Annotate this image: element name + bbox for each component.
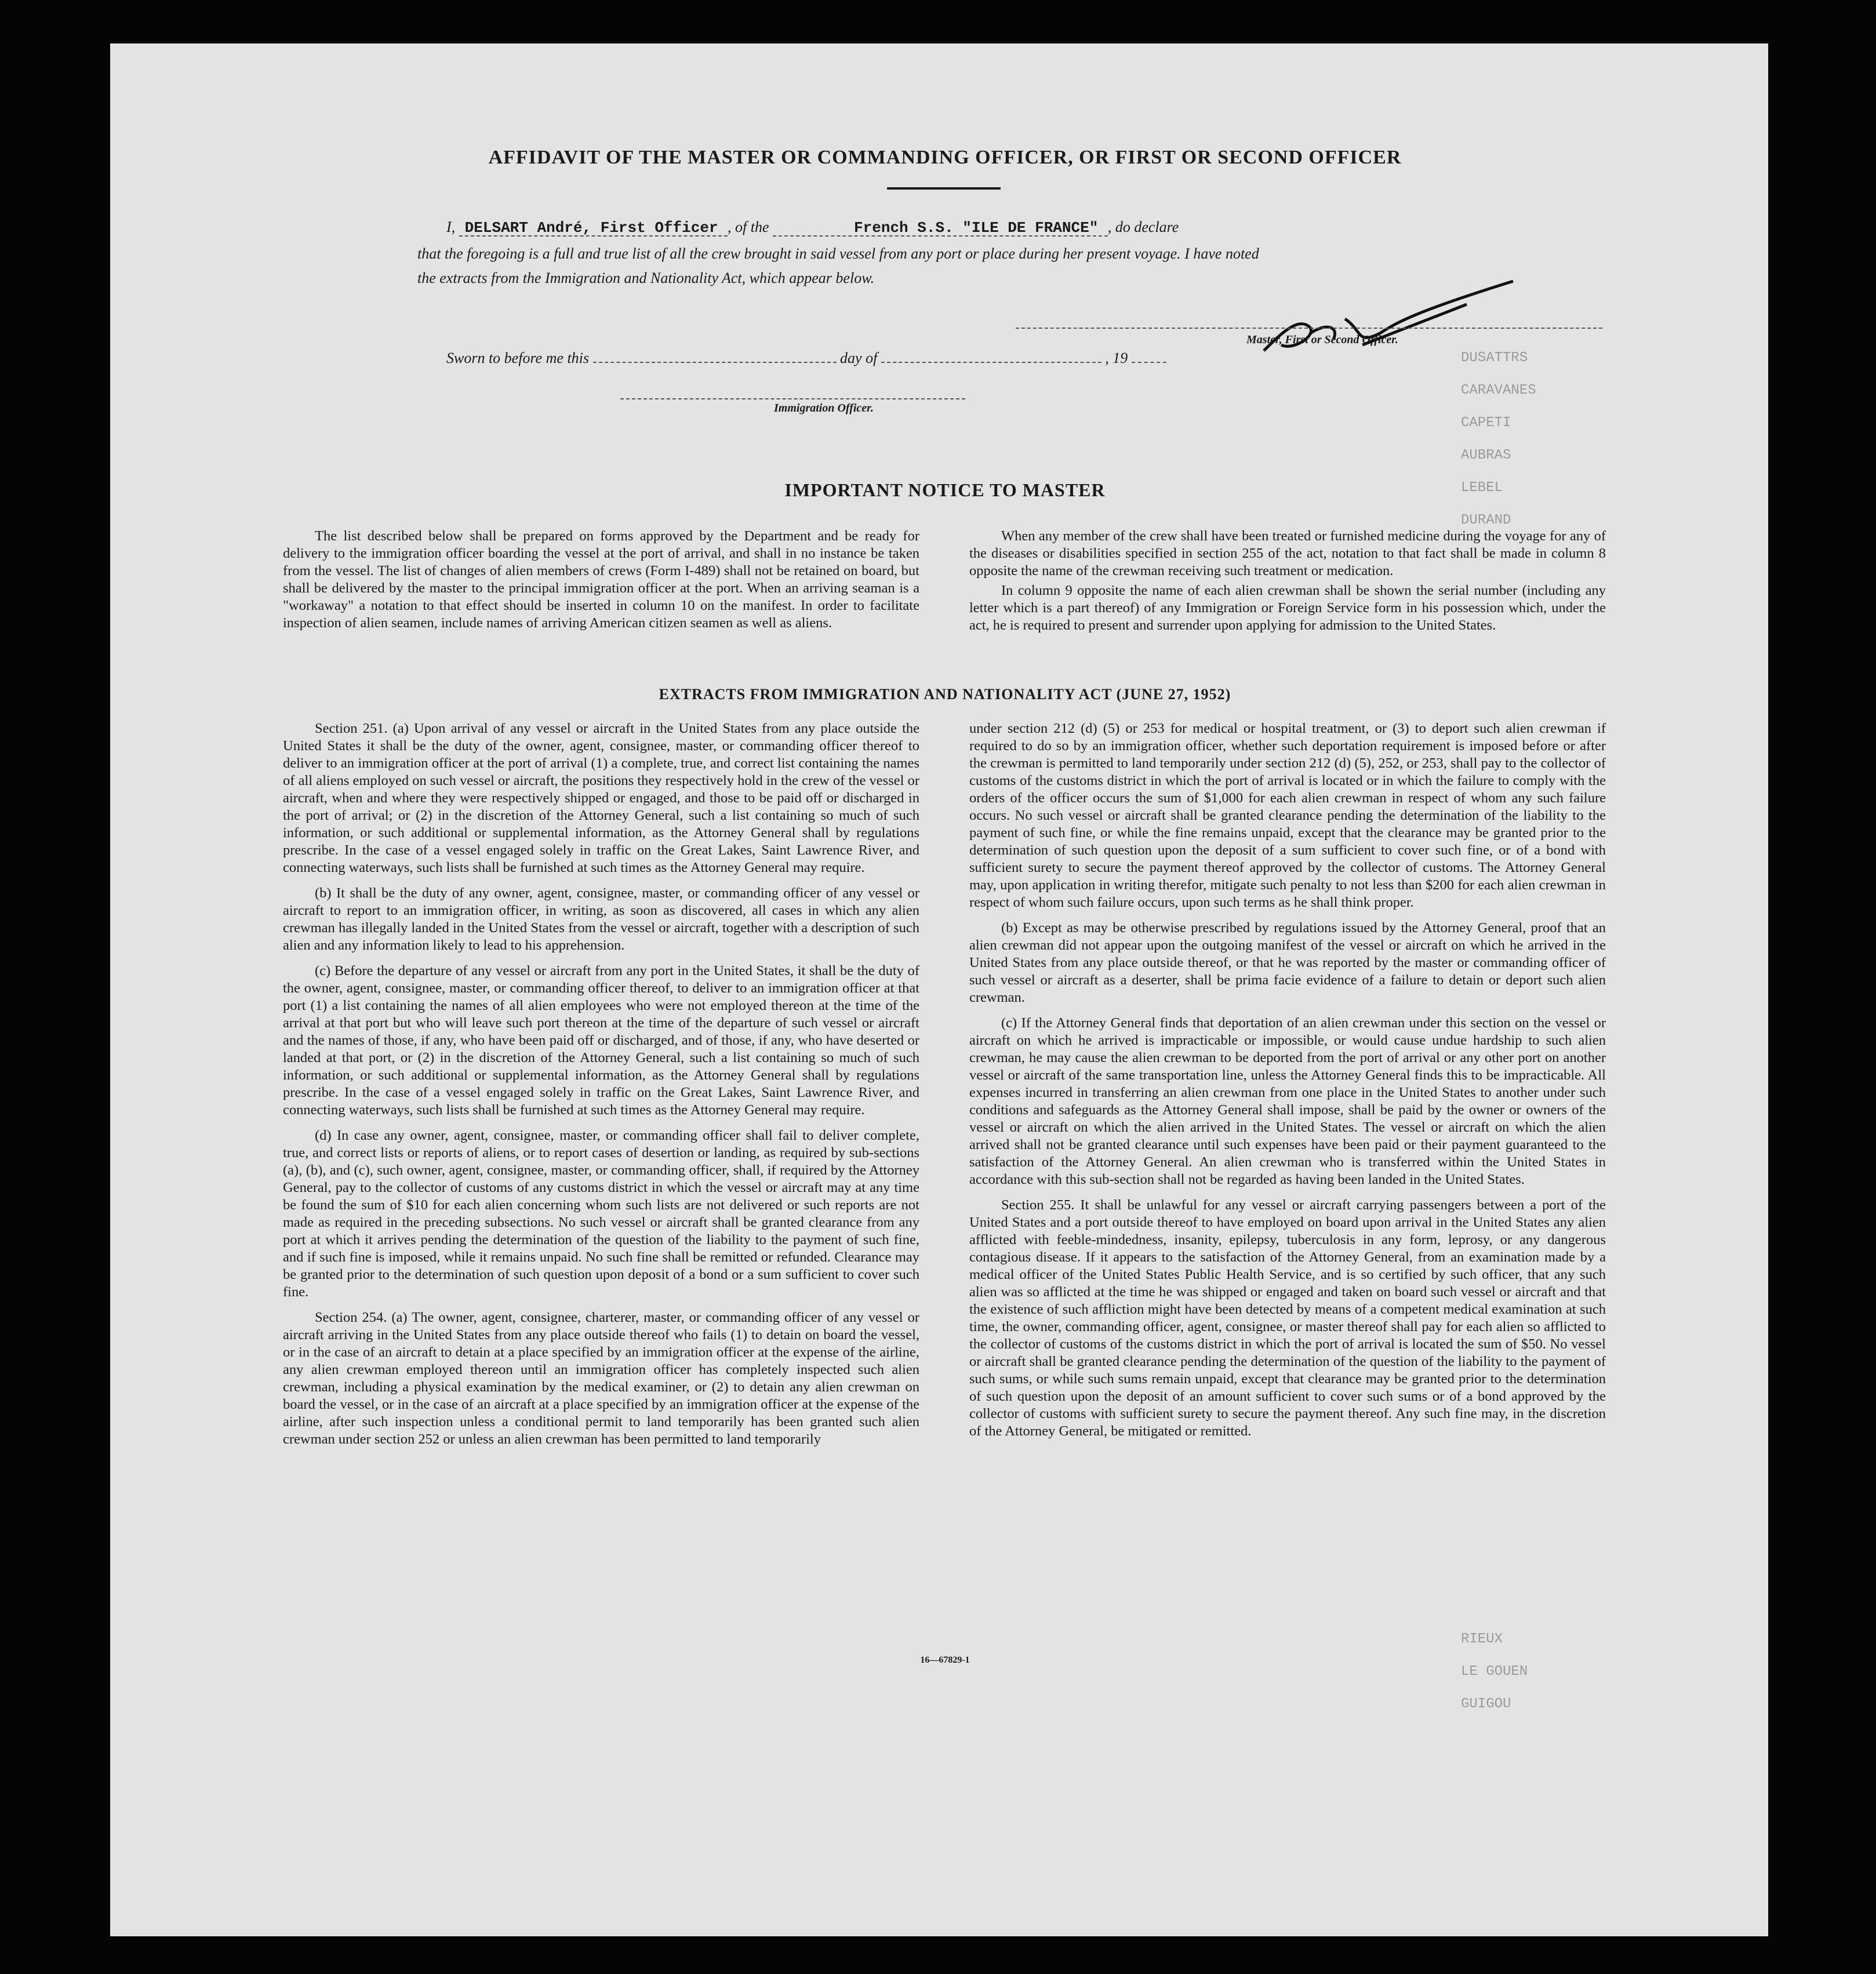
extracts-title: EXTRACTS FROM IMMIGRATION AND NATIONALITY ACT (JUNE 27, 1952): [659, 686, 1231, 703]
section-254b: (b) Except as may be otherwise prescribed by regulations issued by the Attorney General, proof that an alien crewman did not appear upon the outgoing manifest of the vessel or aircraft on which he arrived in the United States from any place outside thereof, or that he was reported by the master or commanding officer of such vessel or aircraft as a deserter, shall be prima facie evidence of a failure to detain or deport such alien crewman.: [969, 920, 1606, 1005]
declaration-line-1: [446, 219, 1179, 237]
vessel-name-field[interactable]: French S.S. "ILE DE FRANCE": [854, 219, 1099, 237]
section-255: Section 255. It shall be unlawful for any vessel or aircraft carrying passengers between a port of the United States and a port outside thereof to have employed on board upon arrival in the United States any alien afflicted with feeble-mindedness, insanity, epilepsy, tuberculosis in any form, leprosy, or any dangerous contagious disease. If it appears to the satisfaction of the Attorney General, from an examination made by a medical officer of the United States Public Health Service, and is so certified by such officer, that any such alien was so afflicted at the time he was shipped or engaged and taken on board such vessel or aircraft and that the existence of such affliction might have been detected by means of a competent medical examination at such time, the owner, commanding officer, agent, consignee, or master thereof shall pay for each alien so afflicted to the collector of customs of the customs district in which the port of arrival is located the sum of $50. No vessel or aircraft shall be granted clearance pending the determination of the question of the liability to the payment of such sums, or while such sums remain unpaid, except that clearance may be granted prior to the determination of such question upon the deposit of an amount sufficient to cover such sums or of a bond approved by the collector of customs with sufficient surety to secure the payment thereof. Any such fine may, in the discretion of the Attorney General, be mitigated or remitted.: [969, 1197, 1606, 1439]
title-rule: [887, 187, 1001, 190]
extracts-left-column: [283, 720, 919, 1448]
notice-left-column: [283, 528, 919, 632]
section-254c: (c) If the Attorney General finds that deportation of an alien crewman under this section on the vessel or aircraft on which he arrived is impracticable or impossible, or would cause undue hardship to such alien crewman, he may cause the alien crewman to be deported from the port of arrival or any other port on another vessel or aircraft of the same transportation line, unless the Attorney General finds this to be impracticable. All expenses incurred in transferring an alien crewman from one place in the United States to another under such conditions and safeguards as the Attorney General shall impose, shall be paid by the owner or owners of the vessel or aircraft on which the alien arrived in the United States. The vessel or aircraft on which the alien arrived shall not be granted clearance until such expenses have been paid or their payment guaranteed to the satisfaction of the Attorney General. An alien crewman who is transferred within the United States in accordance with this sub-section shall not be regarded as having been landed in the United States.: [969, 1015, 1606, 1187]
sworn-month-field[interactable]: [881, 362, 1101, 363]
section-251c: (c) Before the departure of any vessel or aircraft from any port in the United States, it shall be the duty of the owner, agent, consignee, master, or commanding officer thereof, to deliver to an immigration officer at that port (1) a list containing the names of all alien employees who were not employed thereon at the time of the arrival at that port but who will leave such port thereon at the time of the departure of such vessel or aircraft and the names of those, if any, who have been paid off or discharged, and of those, if any, who have deserted or landed at that port, or (2) in the discretion of the Attorney General, such a list containing so much of such information, or such additional or supplemental information, as the Attorney General shall by regulations prescribe. In the case of a vessel engaged solely in traffic on the Great Lakes, Saint Lawrence River, and connecting waterways, such lists shall be furnished at such times as the Attorney General may require.: [283, 963, 919, 1118]
officer-name-field[interactable]: DELSART André, First Officer: [464, 219, 718, 237]
immigration-officer-line: [620, 398, 965, 399]
affidavit-title: AFFIDAVIT OF THE MASTER OR COMMANDING OFFICER, OR FIRST OR SECOND OFFICER: [488, 147, 1402, 168]
sworn-label: Sworn to before me this: [446, 350, 590, 366]
signature-caption: Master, First or Second Officer.: [1246, 333, 1398, 346]
notice-paragraph: In column 9 opposite the name of each alien crewman shall be shown the serial number (including any letter which is a part thereof) of any Immigration or Foreign Service form in his possession which, under the act, he is required to present and surrender upon applying for admission to the United States.: [969, 583, 1606, 633]
notice-paragraph: When any member of the crew shall have been treated or furnished medicine during the voyage for any of the diseases or disabilities specified in section 255 of the act, notation to that fact shall be made in column 8 opposite the name of the crewman receiving such treatment or medication.: [969, 528, 1606, 579]
form-sheet: [110, 43, 1768, 1936]
sworn-day-field[interactable]: [593, 362, 837, 363]
section-254a-continued: under section 212 (d) (5) or 253 for medical or hospital treatment, or (3) to deport such alien crewman if required to do so by an immigration officer, whether such deportation requirement is imposed before or after the crewman is permitted to land temporarily under section 212 (d) (5), 252, or 253, shall pay to the collector of customs of the customs district in which the port of arrival is located or in which the failure to comply with the orders of the officer occurs the sum of $1,000 for each alien crewman in respect of whom any such failure occurs. No such vessel or aircraft shall be granted clearance pending the determination of the liability to the payment of such fine, or while the fine remains unpaid, except that the clearance may be granted prior to the determination of such question upon the deposit of a sum sufficient to cover such fine, or of a bond with sufficient surety to secure the payment thereof approved by the collector of customs. The Attorney General may, upon application in writing therefor, mitigate such penalty to not less than $200 for each alien crewman in respect of whom such failure occurs, upon such terms as he shall think proper.: [969, 721, 1606, 910]
day-of-label: day of: [840, 350, 878, 366]
section-251a: Section 251. (a) Upon arrival of any vessel or aircraft in the United States from any place outside the United States it shall be the duty of the owner, agent, consignee, master, or commanding officer thereof to deliver to an immigration officer at the port of arrival (1) a complete, true, and correct list containing the names of all aliens employed on such vessel or aircraft, the positions they respectively hold in the crew of the vessel or aircraft, when and where they were respectively shipped or engaged, and those to be paid off or discharged in the port of arrival; or (2) in the discretion of the Attorney General, such a list containing so much of such information, or such additional or supplemental information, as the Attorney General shall by regulations prescribe. In the case of a vessel engaged solely in traffic on the Great Lakes, Saint Lawrence River, and connecting waterways, such lists shall be furnished at such times as the Attorney General may require.: [283, 721, 919, 875]
notice-title: IMPORTANT NOTICE TO MASTER: [784, 479, 1106, 500]
section-254a: Section 254. (a) The owner, agent, consignee, charterer, master, or commanding officer of any vessel or aircraft arriving in the United States from any place outside thereof who fails (1) to detain on board the vessel, or in the case of an aircraft to detain at a place specified by an immigration officer at the expense of the airline, any alien crewman employed thereon until an immigration officer has completely inspected such alien crewman, including a physical examination by the medical examiner, or (2) to detain any alien crewman on board the vessel, or in the case of an aircraft at a place specified by an immigration officer at the expense of the airline, after such inspection unless a conditional permit to land temporarily has been granted such alien crewman under section 252 or unless an alien crewman has been permitted to land temporarily: [283, 1310, 919, 1447]
sworn-line: [446, 350, 1166, 367]
i-label: I,: [446, 219, 456, 235]
bleed-through-text: RIEUX LE GOUEN GUIGOU: [1461, 1631, 1528, 1712]
section-251d: (d) In case any owner, agent, consignee, master, or commanding officer shall fail to deliver complete, true, and correct lists or reports of aliens, or to report cases of desertion or landing, as required by sub-sections (a), (b), and (c), such owner, agent, consignee, master, or commanding officer, shall, if required by the Attorney General, pay to the collector of customs of any customs district in which the vessel or aircraft may at any time be found the sum of $10 for each alien concerning whom such lists are not delivered or such reports are not made as required in the preceding subsections. No such vessel or aircraft shall be granted clearance from any port at which it arrives pending the determination of the question of the liability to the payment of such fine, and if such fine is imposed, while it remains unpaid. No such fine shall be remitted or refunded. Clearance may be granted prior to the determination of such question upon deposit of a bond or a sum sufficient to cover such fine.: [283, 1128, 919, 1300]
declaration-line-2: that the foregoing is a full and true list of all the crew brought in said vessel from any port or place during her present voyage. I have noted: [417, 245, 1259, 262]
sworn-year-field[interactable]: [1132, 362, 1166, 363]
form-number: 16—67829-1: [920, 1655, 970, 1665]
year-label: , 19: [1105, 350, 1128, 366]
notice-paragraph: The list described below shall be prepared on forms approved by the Department and be ready for delivery to the immigration officer boarding the vessel at the port of arrival, and shall in no instance be taken from the vessel. The list of changes of alien members of crews (Form I-489) shall not be retained on board, but shall be delivered by the master to the principal immigration officer at the port. When an arriving seaman is a "workaway" a notation to that effect should be inserted in column 10 on the manifest. In order to facilitate inspection of alien seamen, include names of arriving American citizen seamen as well as aliens.: [283, 528, 919, 631]
do-declare-label: , do declare: [1107, 219, 1179, 235]
of-the-label: , of the: [728, 219, 769, 235]
declaration-line-3: the extracts from the Immigration and Nationality Act, which appear below.: [417, 270, 875, 286]
notice-right-column: [969, 528, 1606, 634]
bleed-through-text: DUSATTRS CARAVANES CAPETI AUBRAS LEBEL DURAND: [1461, 350, 1536, 528]
extracts-right-column: [969, 720, 1606, 1440]
immigration-officer-label: Immigration Officer.: [774, 402, 874, 415]
signature-line: [1016, 328, 1602, 329]
section-251b: (b) It shall be the duty of any owner, agent, consignee, master, or commanding officer of any vessel or aircraft to report to an immigration officer, in writing, as soon as discovered, all cases in which any alien crewman has illegally landed in the United States from the vessel or aircraft, together with a description of such alien and any information likely to lead to his apprehension.: [283, 885, 919, 953]
